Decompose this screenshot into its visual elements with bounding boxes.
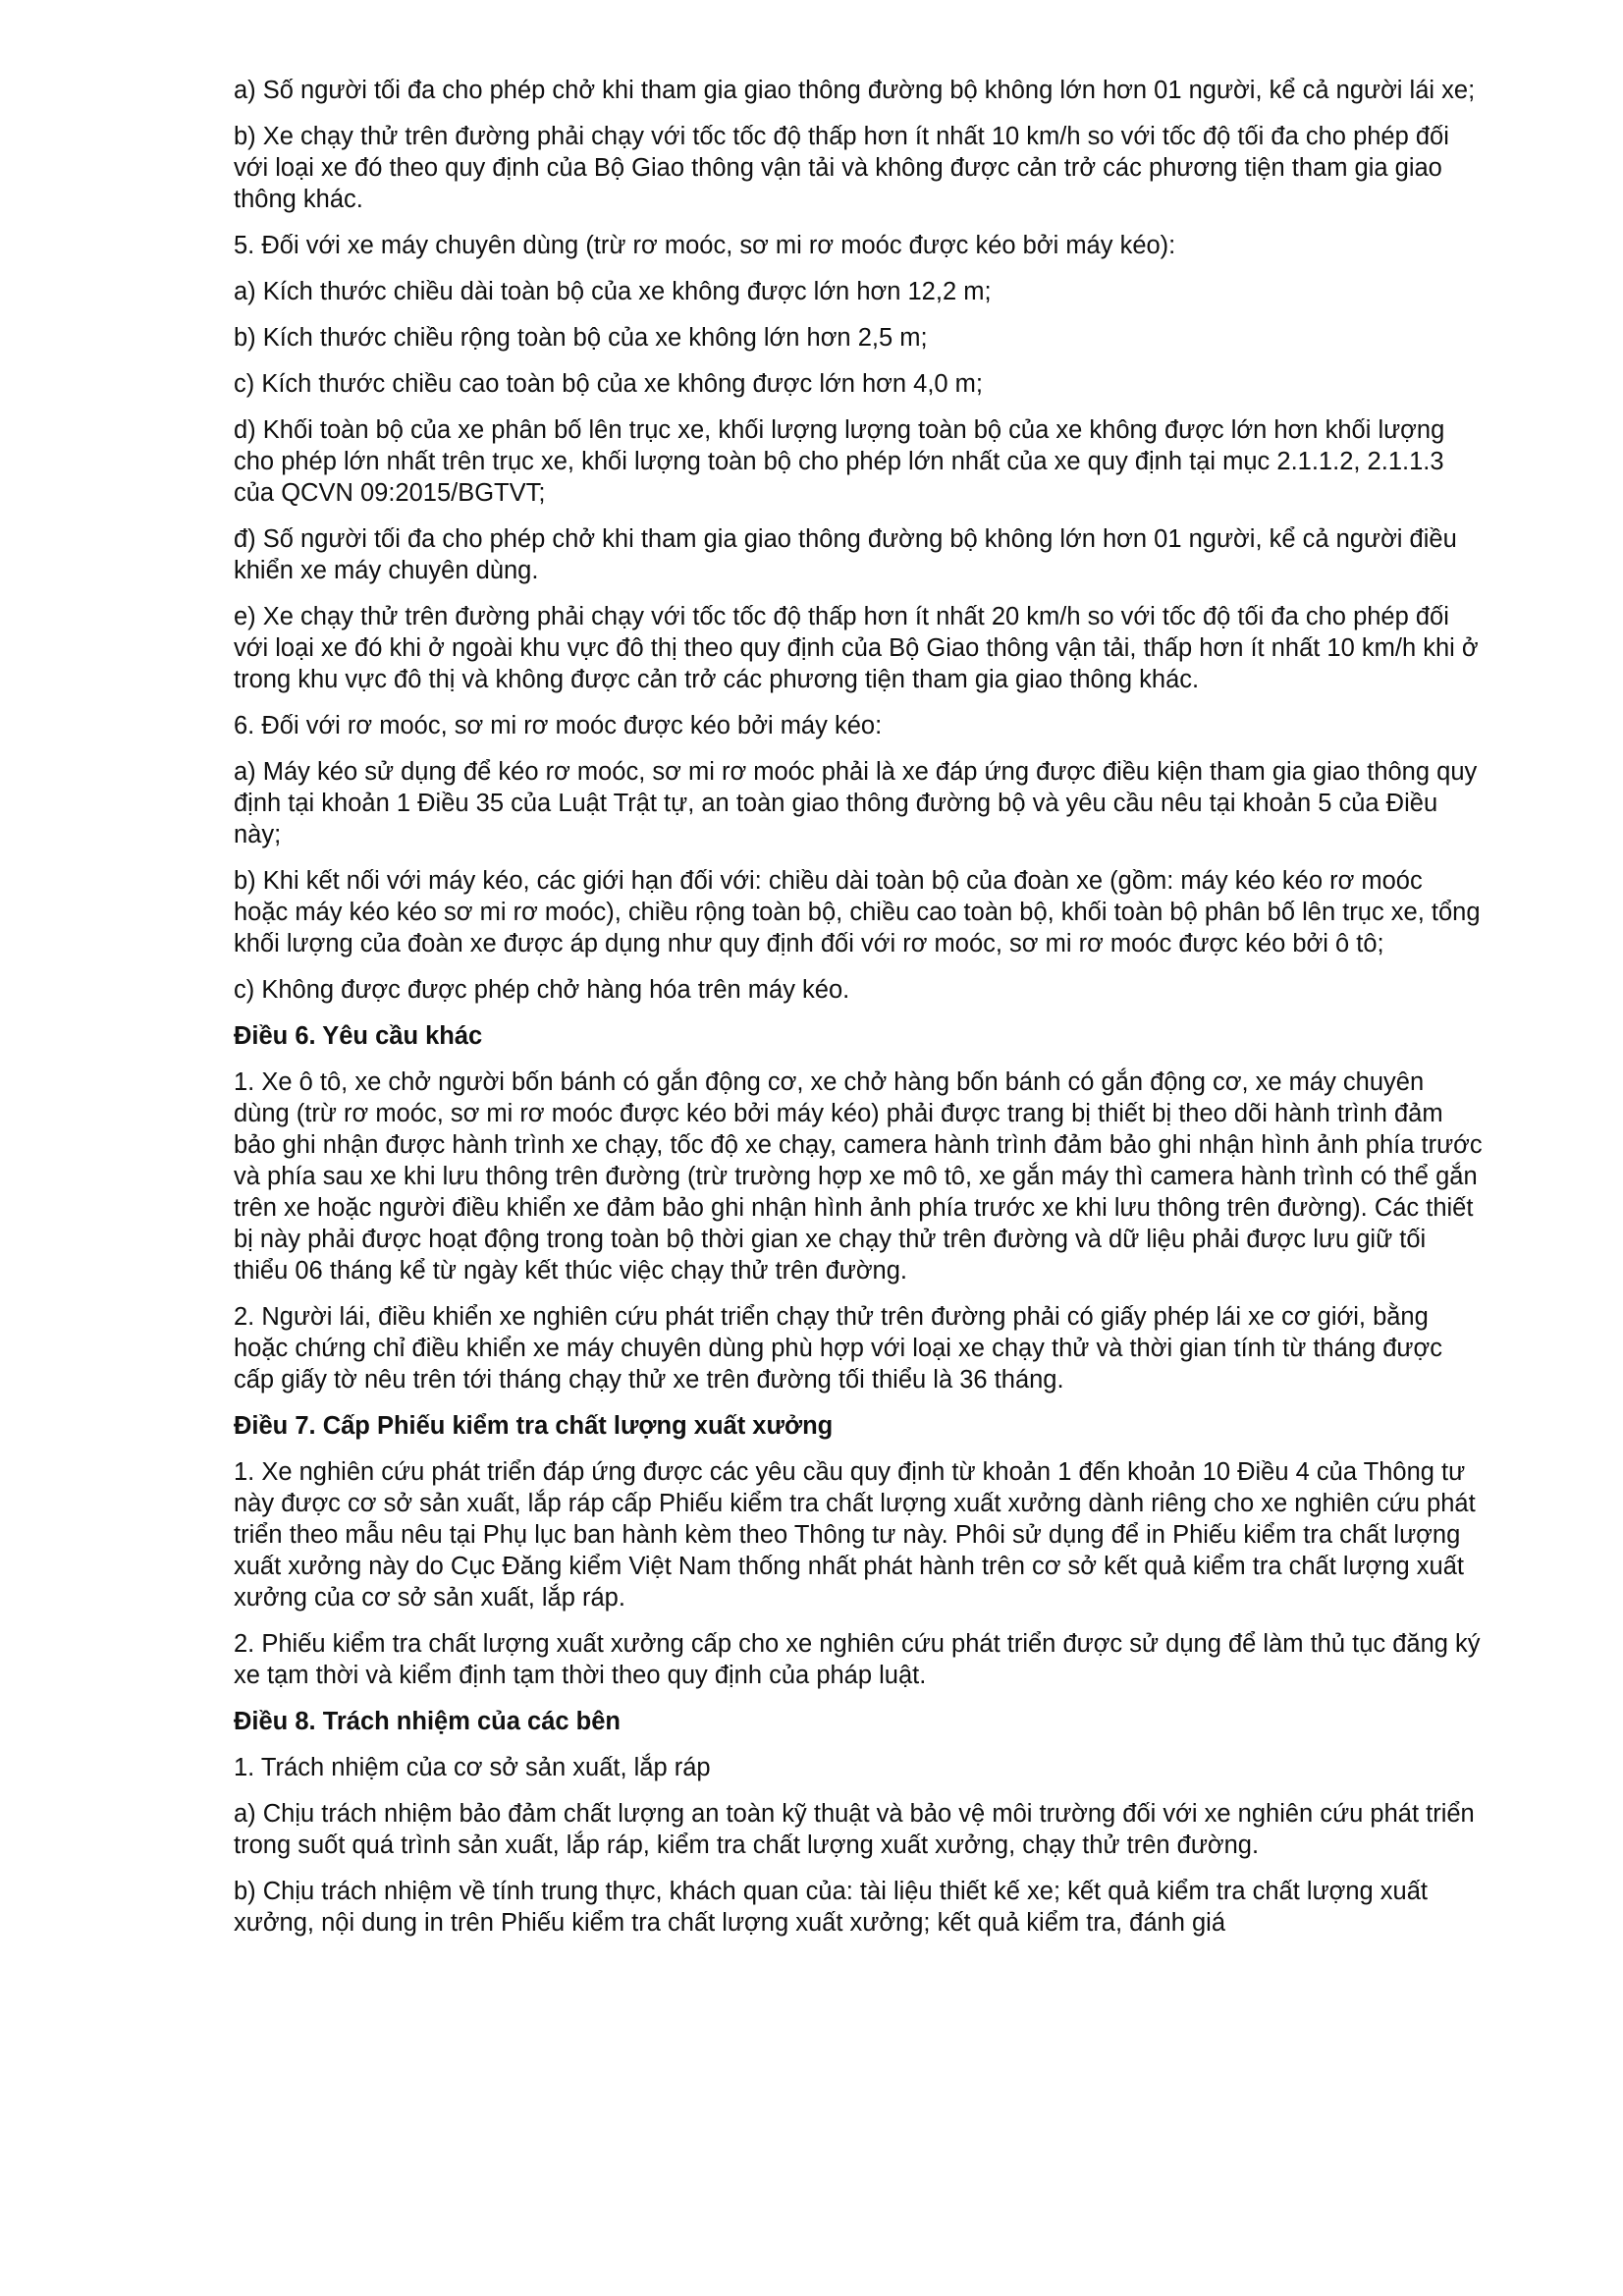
paragraph: b) Khi kết nối với máy kéo, các giới hạn đối với: chiều dài toàn bộ của đoàn xe (gồm: máy kéo kéo rơ moóc hoặc máy kéo kéo sơ mi rơ moóc), chiều rộng toàn bộ, chiều cao toàn bộ, khối toàn bộ phân bố lên trục xe, tổng khối lượng của đoàn xe được áp dụng như quy định đối với rơ moóc, sơ mi rơ moóc được kéo bởi ô tô;: [234, 867, 1481, 957]
section-heading-dieu-7: Điều 7. Cấp Phiếu kiểm tra chất lượng xuất xưởng: [234, 1412, 834, 1440]
paragraph: a) Số người tối đa cho phép chở khi tham gia giao thông đường bộ không lớn hơn 01 người, kể cả người lái xe;: [234, 77, 1476, 104]
paragraph: 6. Đối với rơ moóc, sơ mi rơ moóc được kéo bởi máy kéo:: [234, 712, 883, 739]
paragraph: a) Máy kéo sử dụng để kéo rơ moóc, sơ mi rơ moóc phải là xe đáp ứng được điều kiện tham gia giao thông quy định tại khoản 1 Điều 35 của Luật Trật tự, an toàn giao thông đường bộ và yêu cầu nêu tại khoản 5 của Điều này;: [234, 758, 1478, 848]
paragraph: c) Kích thước chiều cao toàn bộ của xe không được lớn hơn 4,0 m;: [234, 370, 984, 398]
paragraph: a) Kích thước chiều dài toàn bộ của xe không được lớn hơn 12,2 m;: [234, 278, 992, 305]
paragraph: d) Khối toàn bộ của xe phân bố lên trục xe, khối lượng lượng toàn bộ của xe không được lớn hơn khối lượng cho phép lớn nhất trên trục xe, khối lượng toàn bộ cho phép lớn nhất của xe quy định tại mục 2.1.1.2, 2.1.1.3 của QCVN 09:2015/BGTVT;: [234, 416, 1445, 507]
paragraph: 2. Người lái, điều khiển xe nghiên cứu phát triển chạy thử trên đường phải có giấy phép lái xe cơ giới, bằng hoặc chứng chỉ điều khiển xe máy chuyên dùng phù hợp với loại xe chạy thử và thời gian tính từ tháng được cấp giấy tờ nêu trên tới tháng chạy thử xe trên đường tối thiểu là 36 tháng.: [234, 1303, 1442, 1394]
paragraph: e) Xe chạy thử trên đường phải chạy với tốc tốc độ thấp hơn ít nhất 20 km/h so với tốc độ tối đa cho phép đối với loại xe đó khi ở ngoài khu vực đô thị theo quy định của Bộ Giao thông vận tải, thấp hơn ít nhất 10 km/h khi ở trong khu vực đô thị và không được cản trở các phương tiện tham gia giao thông khác.: [234, 603, 1479, 693]
paragraph: 5. Đối với xe máy chuyên dùng (trừ rơ moóc, sơ mi rơ moóc được kéo bởi máy kéo):: [234, 232, 1176, 259]
paragraph: 2. Phiếu kiểm tra chất lượng xuất xưởng cấp cho xe nghiên cứu phát triển được sử dụng để làm thủ tục đăng ký xe tạm thời và kiểm định tạm thời theo quy định của pháp luật.: [234, 1630, 1481, 1689]
section-heading-dieu-8: Điều 8. Trách nhiệm của các bên: [234, 1708, 621, 1735]
paragraph: a) Chịu trách nhiệm bảo đảm chất lượng an toàn kỹ thuật và bảo vệ môi trường đối với xe nghiên cứu phát triển trong suốt quá trình sản xuất, lắp ráp, kiểm tra chất lượng xuất xưởng, chạy thử trên đường.: [234, 1800, 1475, 1859]
section-heading-dieu-6: Điều 6. Yêu cầu khác: [234, 1022, 483, 1050]
paragraph: 1. Xe nghiên cứu phát triển đáp ứng được các yêu cầu quy định từ khoản 1 đến khoản 10 Điều 4 của Thông tư này được cơ sở sản xuất, lắp ráp cấp Phiếu kiểm tra chất lượng xuất xưởng dành riêng cho xe nghiên cứu phát triển theo mẫu nêu tại Phụ lục ban hành kèm theo Thông tư này. Phôi sử dụng để in Phiếu kiểm tra chất lượng xuất xưởng này do Cục Đăng kiểm Việt Nam thống nhất phát hành trên cơ sở kết quả kiểm tra chất lượng xuất xưởng của cơ sở sản xuất, lắp ráp.: [234, 1458, 1476, 1612]
paragraph: c) Không được được phép chở hàng hóa trên máy kéo.: [234, 976, 850, 1004]
paragraph: b) Xe chạy thử trên đường phải chạy với tốc tốc độ thấp hơn ít nhất 10 km/h so với tốc độ tối đa cho phép đối với loại xe đó theo quy định của Bộ Giao thông vận tải và không được cản trở các phương tiện tham gia giao thông khác.: [234, 123, 1449, 213]
paragraph: b) Kích thước chiều rộng toàn bộ của xe không lớn hơn 2,5 m;: [234, 324, 928, 352]
paragraph: b) Chịu trách nhiệm về tính trung thực, khách quan của: tài liệu thiết kế xe; kết quả kiểm tra chất lượng xuất xưởng, nội dung in trên Phiếu kiểm tra chất lượng xuất xưởng; kết quả kiểm tra, đánh giá: [234, 1878, 1429, 1937]
paragraph: 1. Trách nhiệm của cơ sở sản xuất, lắp ráp: [234, 1754, 711, 1781]
paragraph: đ) Số người tối đa cho phép chở khi tham gia giao thông đường bộ không lớn hơn 01 người, kể cả người điều khiển xe máy chuyên dùng.: [234, 525, 1457, 584]
document-body: [234, 75, 1483, 1953]
paragraph: 1. Xe ô tô, xe chở người bốn bánh có gắn động cơ, xe chở hàng bốn bánh có gắn động cơ, xe máy chuyên dùng (trừ rơ moóc, sơ mi rơ moóc được kéo bởi máy kéo) phải được trang bị thiết bị theo dõi hành trình đảm bảo ghi nhận được hành trình xe chạy, tốc độ xe chạy, camera hành trình đảm bảo ghi nhận hình ảnh phía trước và phía sau xe khi lưu thông trên đường (trừ trường hợp xe mô tô, xe gắn máy thì camera hành trình có thể gắn trên xe hoặc người điều khiển xe đảm bảo ghi nhận hình ảnh phía trước xe khi lưu thông trên đường). Các thiết bị này phải được hoạt động trong toàn bộ thời gian xe chạy thử trên đường và dữ liệu phải được lưu giữ tối thiểu 06 tháng kể từ ngày kết thúc việc chạy thử trên đường.: [234, 1068, 1483, 1285]
